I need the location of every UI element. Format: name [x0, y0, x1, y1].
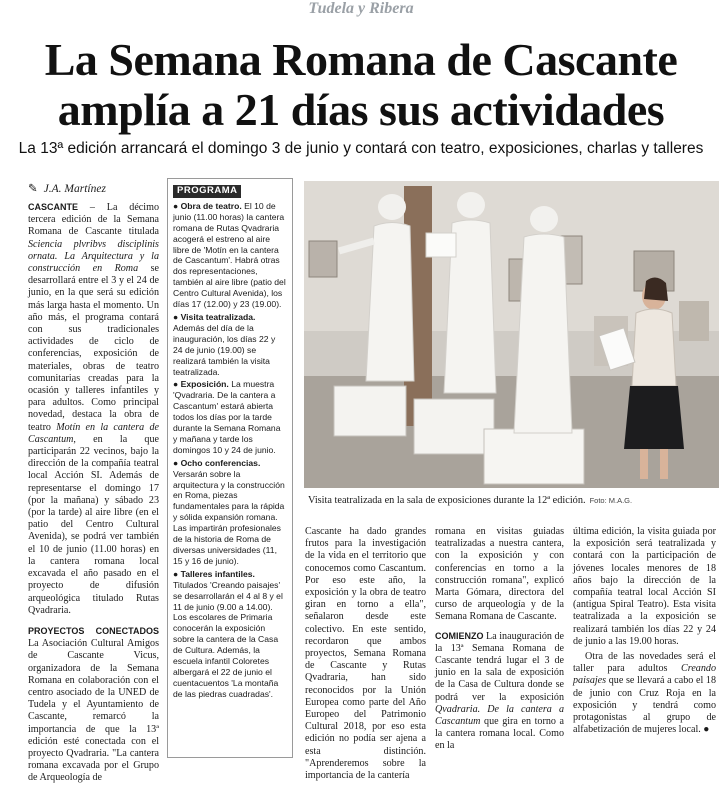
paragraph: CASCANTE – La décimo tercera edición de la Semana Romana de Cascante titulada Sciencia plvribvs disciplinis ornata. La Arquitectura y la construcción en Roma se desarrollará entre el 3 y el 24 de junio, en la que será su edición más larga hasta el momento. Un año más, el programa contará con sus tradicionales actividades de ciclo de conferencias, exposición de materiales, obras de teatro comunitarias creadas para la ocasión y talleres infantiles y para adultos. Como principal novedad, destaca la obra de teatro Motín en la cantera de Cascantum, en la que participarán 22 vecinos, bajo la dirección de la compañía teatral local Acción SI. Además de representarse el domingo 17 (por la mañana) y sábado 23 (por la tarde) al aire libre (en el patio del Centro Cultural Avenida), se podrá ver también el 10 de junio (11.00 horas) en la cantera romana local excavada el año pasado en el proyecto de difusión arqueológica titulado Rutas Qvadraria. — [28, 202, 160, 616]
pen-icon: ✎ — [28, 183, 38, 195]
headline-line-2: amplía a 21 días sus actividades — [57, 84, 665, 135]
paragraph: COMIENZO La inauguración de la 13ª Semana Romana de Cascante tendrá lugar el 3 de junio en la sala de exposición de la Casa de Cultura donde se podrá ver la exposición Qvadraria. De la cantera a Cascantum que gira en torno a la cantera romana local. Como en la — [435, 630, 564, 752]
paragraph: romana en visitas guiadas teatralizadas a nuestra cantera, con la exposición y con conferencias en torno a la construcción romana", explicó Marta Gómara, directora del curso de arqueología y de la Semana Romana de Cascante. — [435, 526, 564, 623]
paragraph: Otra de las novedades será el taller para adultos Creando paisajes que se llevará a cabo el 18 de junio con Cruz Roja en la exposición y tendrá como protagonistas al grupo de alfabetización de mujeres local. ● — [573, 651, 716, 736]
program-sidebar — [167, 178, 293, 758]
article-column-5 — [573, 526, 716, 739]
photo-credit: Foto: M.A.G. — [589, 496, 633, 505]
program-tag: PROGRAMA — [173, 185, 241, 198]
program-item: ● Talleres infantiles. Titulados 'Creando paisajes' se desarrollarán el 4 al 8 y el 11 de junio (9.00 a 14.00). Los escolares de Primaria conocerán la exposición sobre la cantera de la Casa de Cultura. Además, la escuela infantil Coloretes albergará el 22 de junio el cuentacuentos 'La montaña de las piedras cuadradas'. — [173, 568, 283, 699]
section-header: Tudela y Ribera — [308, 0, 414, 17]
deck-subtitle: La 13ª edición arrancará el domingo 3 de junio y contará con teatro, exposiciones, charlas y talleres — [18, 140, 704, 157]
article-column-4 — [435, 526, 564, 756]
program-item: ● Ocho conferencias. Versarán sobre la arquitectura y la construcción en Roma, piezas fundamentales para la rápida y sólida expansión romana. Las impartirán profesionales de la historia de Roma de diversas universidades (11, 15 y 16 de junio). — [173, 457, 285, 566]
kicker-comienzo: COMIENZO — [435, 630, 484, 641]
article-column-1 — [28, 201, 159, 788]
paragraph: PROYECTOS CONECTADOS La Asociación Cultural Amigos de Cascante Vicus, organizadora de la Semana Romana en colaboración con el centro asociado de la UNED de Tudela y el Ayuntamiento de Cascante, remarcó la importancia de que la 13ª edición esté conectada con el proyecto Qvadraria. "La cantera romana excavada por el Grupo de Arqueología de — [28, 625, 159, 784]
headline-line-1: La Semana Romana de Cascante — [44, 34, 678, 85]
article-column-3 — [305, 526, 426, 785]
paragraph: última edición, la visita guiada por la exposición será teatralizada y contará con la participación de jóvenes locales menores de 18 años bajo la dirección de la compañía teatral local Acción SI (antigua Spiral Teatro). Esta visita teatralizada a la exposición se realizará también los días 22 y 24 de junio a las 19.00 horas. — [573, 526, 716, 647]
author-name: J.A. Martínez — [43, 183, 106, 195]
photo-caption: Visita teatralizada en la sala de exposiciones durante la 12ª edición. Foto: M.A.G. — [308, 495, 633, 506]
kicker-proyectos: PROYECTOS CONECTADOS — [28, 625, 159, 636]
program-item: ● Obra de teatro. El 10 de junio (11.00 horas) la cantera romana de Rutas Qvadraria acogerá el estreno al aire libre de 'Motín en la cantera de Cascantum'. Habrá otras dos representaciones, también al aire libre (patio del Centro Cultural Avenida), los días 17 (12.00) y 23 (19.00). — [173, 200, 286, 310]
byline — [28, 181, 106, 195]
kicker-cascante: CASCANTE — [28, 202, 79, 212]
program-item: ● Visita teatralizada. Además del día de la inauguración, los días 22 y 24 de junio (19.00) se realizará también la visita teatralizada. — [173, 311, 276, 377]
paragraph: Cascante ha dado grandes frutos para la investigación de la vida en el territorio que conocemos como Cascantum. Por eso este año, la exposición y la obra de teatro giran en torno a ella", señalaron desde este colectivo. En este sentido, recordaron que ambos proyectos, Semana Romana de Cascante y Rutas Qvadraria, han sido reconocidos por la Unión Europea como parte del Año Europeo del Patrimonio Cultural 2018, por eso esta edición no podía ser ajena a esta distinción. "Aprenderemos sobre la importancia de la cantería — [305, 526, 426, 782]
article-photo — [304, 181, 719, 488]
program-item: ● Exposición. La muestra 'Qvadraria. De la cantera a Cascantum' estará abierta todos los días por la tarde durante la Semana Romana y mañana y tarde los domingos 10 y 24 de junio. — [173, 379, 281, 455]
photo-illustration — [304, 181, 719, 488]
